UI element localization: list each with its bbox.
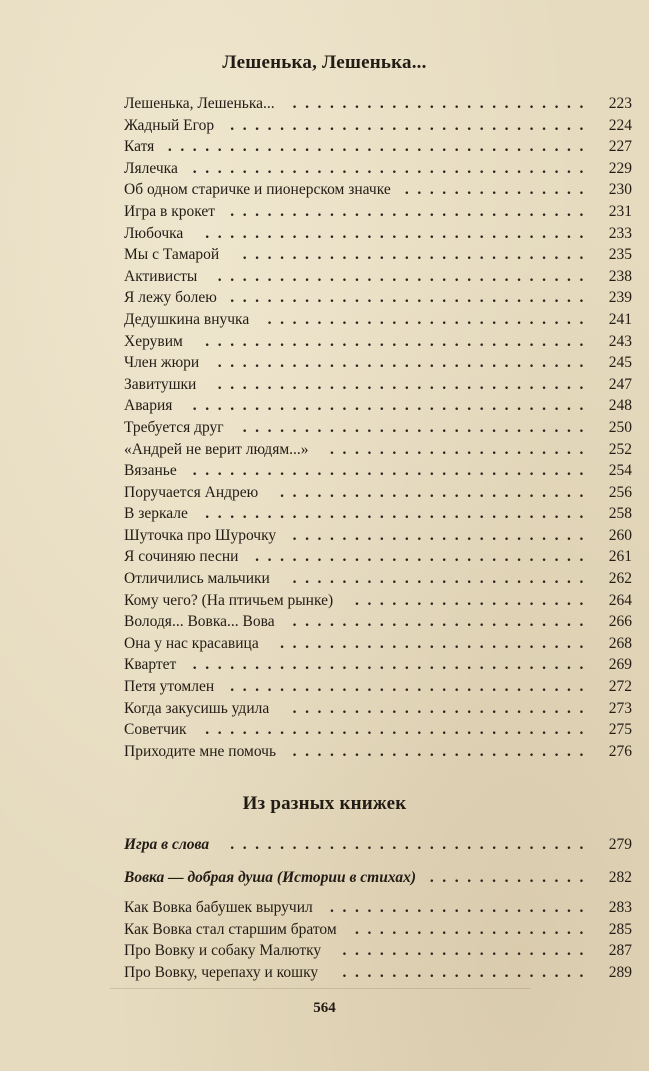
toc-entry-page: 224 [608, 116, 632, 134]
dot-leader: ........................ [292, 699, 592, 717]
dot-leader: .............................. [217, 375, 592, 393]
toc-entry-title: В зеркале [124, 505, 188, 523]
toc-entry-title: Игра в крокет [124, 202, 216, 220]
toc-entry-title: Жадный Егор [124, 116, 215, 134]
toc-entry-page: 276 [608, 742, 632, 760]
dot-leader: .................................. [167, 138, 592, 156]
toc-entry-title: Активисты [124, 267, 198, 285]
dot-leader: ............................. [230, 678, 592, 696]
toc-entry [124, 309, 632, 331]
toc-entry-page: 266 [608, 613, 632, 631]
toc-entry-title: Об одном старичке и пионерском значке [124, 181, 391, 199]
dot-leader: ............................. [230, 202, 592, 220]
toc-entry [124, 179, 632, 201]
toc-entry-title: Вязанье [124, 462, 177, 480]
toc-entry-page: 275 [608, 721, 632, 739]
toc-entry-title: Игра в слова [124, 836, 210, 853]
toc-entry-page: 239 [608, 289, 632, 307]
toc-entry-title: Советчик [124, 721, 187, 739]
toc-entry-page: 289 [608, 963, 632, 981]
toc-entry-title: Кому чего? (На птичьем рынке) [124, 591, 334, 609]
toc-entry-title: Завитушки [124, 375, 197, 393]
dot-leader: ........................ [292, 570, 592, 588]
toc-entry [124, 867, 632, 889]
dot-leader: ............. [429, 869, 592, 886]
toc-entry-title: Требуется друг [124, 418, 224, 436]
dot-leader: .............................. [217, 354, 592, 372]
toc-entry [124, 834, 632, 856]
dot-leader: ............................... [205, 505, 592, 523]
toc-entry-page: 252 [608, 440, 632, 458]
toc-entry [124, 266, 632, 288]
toc-entry-title: Любочка [124, 224, 184, 242]
dot-leader: ............................... [205, 224, 592, 242]
dot-leader: .................... [342, 942, 592, 960]
toc-entry-title: Мы с Тамарой [124, 246, 220, 264]
dot-leader: ........................ [292, 95, 592, 112]
toc-entry [124, 93, 632, 115]
toc-entry-page: 243 [608, 332, 632, 350]
toc-entry [124, 590, 632, 612]
toc-entry-page: 283 [608, 899, 632, 916]
toc-entry-page: 272 [608, 678, 632, 696]
toc-entry [124, 698, 632, 720]
toc-entry-page: 231 [608, 202, 632, 220]
toc-entry-page: 256 [608, 483, 632, 501]
toc-entry [124, 223, 632, 245]
dot-leader: ............................ [242, 418, 592, 436]
dot-leader: ............................. [230, 836, 592, 853]
toc-section-2-group-2 [124, 867, 632, 889]
toc-entry-title: Я лежу болею [124, 289, 217, 307]
toc-section-1 [124, 93, 632, 762]
toc-entry-page: 229 [608, 159, 632, 177]
toc-entry-title: Отличились мальчики [124, 570, 270, 588]
toc-entry-page: 227 [608, 138, 632, 156]
dot-leader: ............................ [242, 246, 592, 264]
dot-leader: ................................ [192, 397, 592, 415]
toc-entry [124, 525, 632, 547]
toc-entry-title: Она у нас красавица [124, 634, 259, 652]
toc-entry [124, 503, 632, 525]
toc-entry [124, 919, 632, 941]
toc-entry-page: 235 [608, 246, 632, 264]
toc-entry-title: Вовка — добрая душа (Истории в стихах) [124, 869, 417, 886]
toc-entry-page: 285 [608, 920, 632, 938]
toc-entry-page: 269 [608, 656, 632, 674]
toc-entry [124, 244, 632, 266]
toc-entry-page: 250 [608, 418, 632, 436]
dot-leader: ................................ [192, 159, 592, 177]
toc-entry-page: 254 [608, 462, 632, 480]
dot-leader: ................................ [192, 656, 592, 674]
toc-entry [124, 633, 632, 655]
dot-leader: ............................. [230, 116, 592, 134]
dot-leader: ..................... [330, 440, 592, 458]
toc-entry [124, 676, 632, 698]
toc-entry-page: 264 [608, 591, 632, 609]
toc-entry [124, 962, 632, 984]
toc-entry [124, 940, 632, 962]
toc-entry-title: Про Вовку, черепаху и кошку [124, 963, 319, 981]
dot-leader: .............................. [217, 267, 592, 285]
dot-leader: ........................ [292, 613, 592, 631]
dot-leader: ............... [404, 181, 592, 199]
toc-entry-page: 282 [608, 869, 632, 886]
dot-leader: ......................... [280, 634, 592, 652]
toc-entry-page: 238 [608, 267, 632, 285]
toc-entry-page: 245 [608, 354, 632, 372]
toc-entry-page: 258 [608, 505, 632, 523]
dot-leader: ................... [354, 591, 592, 609]
toc-entry [124, 136, 632, 158]
toc-entry-title: Член жюри [124, 354, 200, 372]
toc-entry [124, 158, 632, 180]
faint-rule [110, 988, 530, 989]
section-heading-2: Из разных книжек [242, 793, 407, 814]
toc-entry-title: «Андрей не верит людям...» [124, 440, 309, 458]
toc-entry-title: Шуточка про Шурочку [124, 526, 277, 544]
toc-entry-page: 273 [608, 699, 632, 717]
toc-entry-title: Как Вовка бабушек выручил [124, 899, 313, 916]
toc-entry-title: Поручается Андрею [124, 483, 259, 501]
toc-entry [124, 719, 632, 741]
toc-entry-title: Дедушкина внучка [124, 310, 250, 328]
toc-entry-page: 247 [608, 375, 632, 393]
toc-entry-title: Володя... Вовка... Вова [124, 613, 275, 631]
dot-leader: .................... [342, 963, 592, 981]
toc-entry [124, 331, 632, 353]
section-heading-1: Лешенька, Лешенька... [222, 52, 427, 73]
toc-entry [124, 115, 632, 137]
toc-section-2 [124, 897, 632, 983]
page-number: 564 [313, 1000, 336, 1016]
toc-entry [124, 395, 632, 417]
dot-leader: ..................... [330, 899, 592, 916]
toc-section-2-group-1 [124, 834, 632, 856]
dot-leader: ........................ [292, 526, 592, 544]
toc-entry-title: Петя утомлен [124, 678, 215, 696]
toc-entry [124, 201, 632, 223]
toc-entry-page: 241 [608, 310, 632, 328]
toc-entry-page: 262 [608, 570, 632, 588]
toc-entry-page: 287 [608, 942, 632, 960]
toc-entry-page: 230 [608, 181, 632, 199]
toc-entry-page: 279 [608, 836, 632, 853]
toc-entry-title: Приходите мне помочь [124, 742, 277, 760]
dot-leader: ................................ [192, 462, 592, 480]
toc-entry-title: Про Вовку и собаку Малютку [124, 942, 322, 960]
toc-entry [124, 352, 632, 374]
toc-entry [124, 654, 632, 676]
toc-entry-title: Катя [124, 138, 155, 156]
toc-entry [124, 287, 632, 309]
toc-entry-title: Лешенька, Лешенька... [124, 95, 275, 112]
toc-entry-title: Авария [124, 397, 173, 415]
toc-entry [124, 482, 632, 504]
toc-entry-title: Лялечка [124, 159, 178, 177]
toc-entry [124, 897, 632, 919]
toc-entry-title: Квартет [124, 656, 177, 674]
toc-entry-page: 268 [608, 634, 632, 652]
toc-entry-page: 260 [608, 526, 632, 544]
toc-entry-title: Я сочиняю песни [124, 548, 239, 566]
toc-entry [124, 417, 632, 439]
dot-leader: ........................ [292, 742, 592, 760]
dot-leader: ................... [354, 920, 592, 938]
toc-entry [124, 741, 632, 763]
dot-leader: ........................... [255, 548, 592, 566]
toc-entry [124, 611, 632, 633]
toc-entry-title: Херувим [124, 332, 183, 350]
toc-entry [124, 568, 632, 590]
toc-entry-title: Как Вовка стал старшим братом [124, 920, 337, 938]
toc-entry [124, 439, 632, 461]
dot-leader: ............................... [205, 721, 592, 739]
toc-entry [124, 374, 632, 396]
toc-entry [124, 460, 632, 482]
toc-entry-page: 233 [608, 224, 632, 242]
dot-leader: .......................... [267, 310, 592, 328]
toc-entry-title: Когда закусишь удила [124, 699, 270, 717]
dot-leader: ............................. [230, 289, 592, 307]
dot-leader: ............................... [205, 332, 592, 350]
toc-entry [124, 546, 632, 568]
toc-entry-page: 248 [608, 397, 632, 415]
dot-leader: ......................... [280, 483, 592, 501]
toc-entry-page: 223 [608, 95, 632, 112]
toc-entry-page: 261 [608, 548, 632, 566]
